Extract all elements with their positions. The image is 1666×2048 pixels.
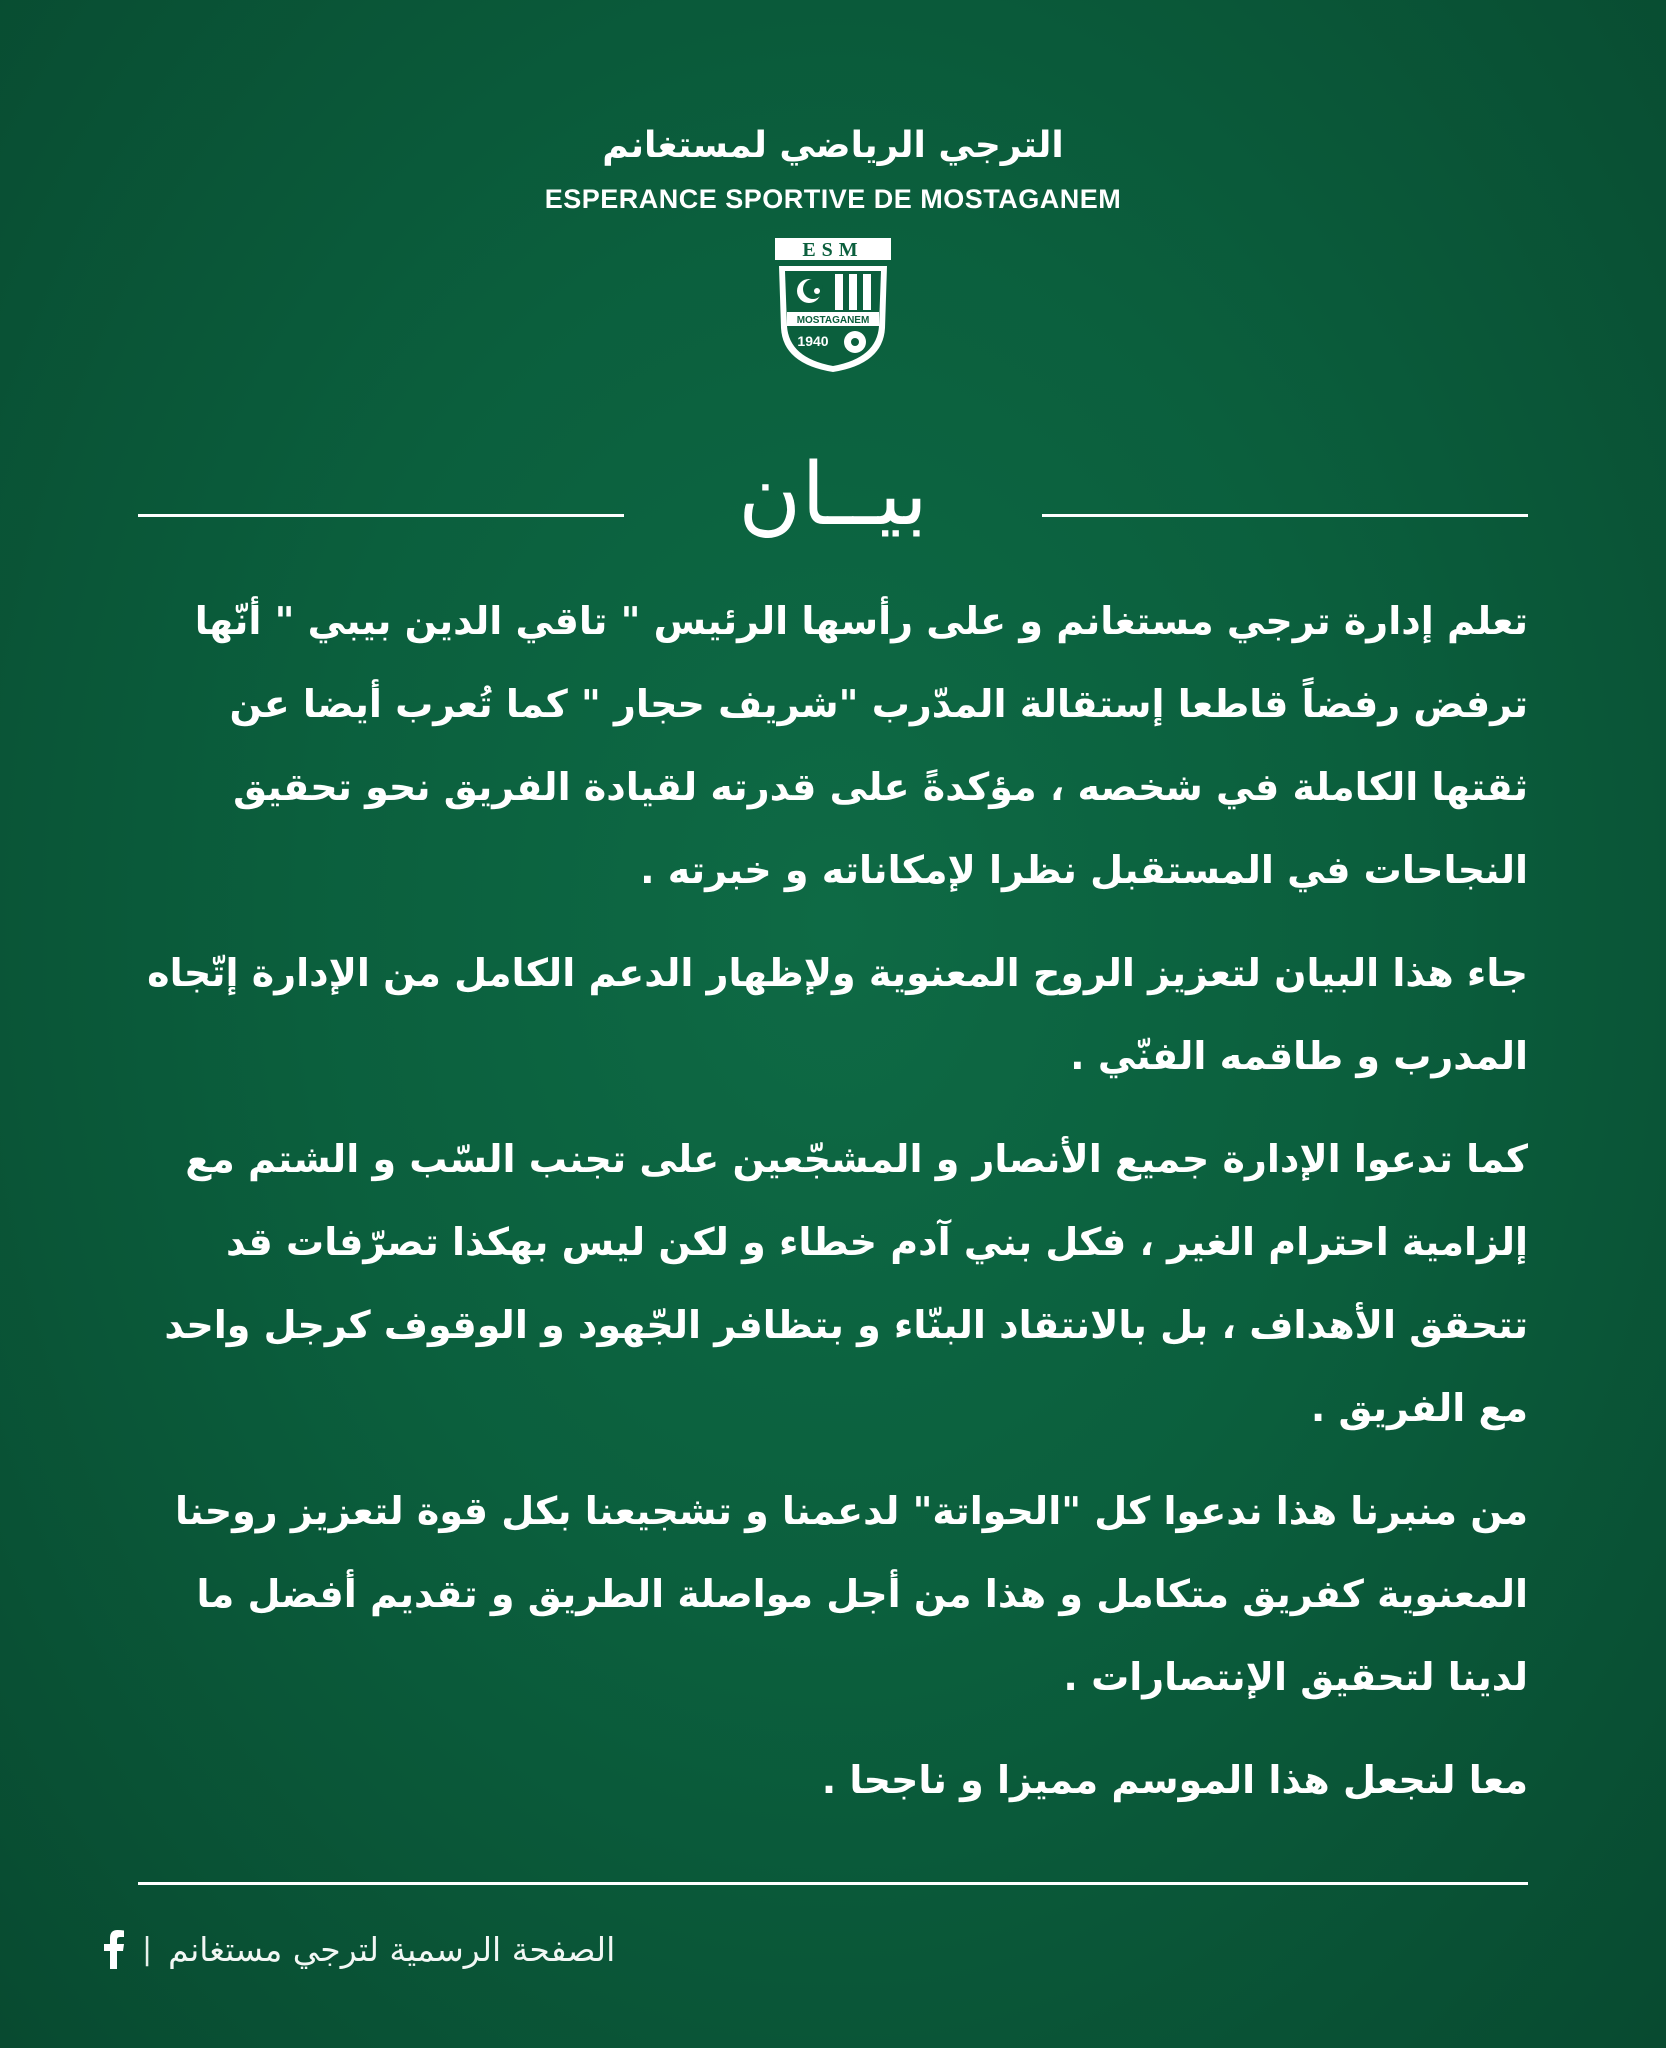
paragraph: جاء هذا البيان لتعزيز الروح المعنوية ولإظهار الدعم الكامل من الإدارة إتّجاه المدرب و طاقمه الفنّي . [147,951,1528,1078]
title-row [138,440,1528,550]
paragraph: من منبرنا هذا ندعوا كل "الحواتة" لدعمنا و تشجيعنا بكل قوة لتعزيز روحنا المعنوية كفريق متكامل و هذا من أجل مواصلة الطريق و تقديم أفضل ما لدينا لتحقيق الإنتصارات . [175,1489,1528,1699]
club-name-arabic: الترجي الرياضي لمستغانم [602,125,1064,166]
statement-body [138,580,1528,1842]
crest-city: MOSTAGANEM [796,315,870,326]
title-divider-right [1042,514,1528,517]
paragraph: تعلم إدارة ترجي مستغانم و على رأسها الرئيس " تاقي الدين بيبي " أنّها ترفض رفضاً قاطعا إستقالة المدّرب "شريف حجار " كما تُعرب أيضا عن ثقتها الكاملة في شخصه ، مؤكدةً على قدرته لقيادة الفريق نحو تحقيق النجاحات في المستقبل نظرا لإمكاناته و خبرته . [194,599,1528,892]
club-name-french: ESPERANCE SPORTIVE DE MOSTAGANEM [544,184,1122,214]
official-page-label[interactable]: الصفحة الرسمية لترجي مستغانم [168,1929,616,1969]
paragraph: كما تدعوا الإدارة جميع الأنصار و المشجّعين على تجنب السّب و الشتم مع إلزامية احترام الغير ، فكل بني آدم خطاء و لكن ليس بهكذا تصرّفات قد تتحقق الأهداف ، بل بالانتقاد البنّاء و بتظافر الجّهود و الوقوف كرجل واحد مع الفريق . [164,1137,1528,1430]
crest-year: 1940 [797,333,829,349]
footer [100,1924,615,1974]
header [0,120,1666,216]
footer-divider [138,1882,1528,1885]
paragraph: معا لنجعل هذا الموسم مميزا و ناجحا . [821,1758,1528,1802]
page-title: بيــان [738,445,928,545]
facebook-icon[interactable] [100,1929,126,1969]
club-crest-logo [773,236,893,376]
crest-initials: ESM [802,239,864,261]
footer-separator: | [142,1931,153,1967]
